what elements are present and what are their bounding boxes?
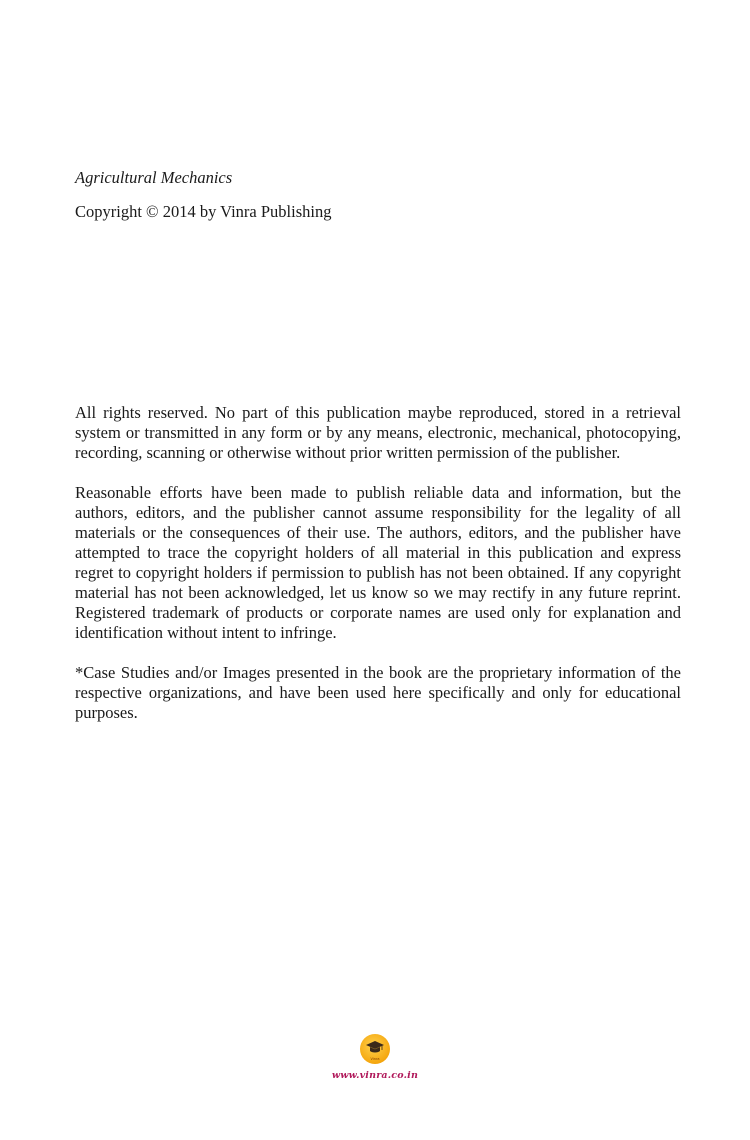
legal-text <box>75 403 681 743</box>
website-link[interactable]: www.vinra.co.in <box>331 1070 419 1081</box>
logo-text: Vinra <box>370 1057 380 1061</box>
disclaimer-paragraph: Reasonable efforts have been made to publish reliable data and information, but the authors, editors, and the publisher cannot assume responsibility for the legality of all materials or the consequences of their use. The authors, editors, and the publisher have attempted to trace the copyright holders of all material in this publication and express regret to copyright holders if permission to publish has not been obtained. If any copyright material has not been acknowledged, let us know so we may rectify in any future reprint. Registered trademark of products or corporate names are used only for explanation and identification without intent to infringe. <box>75 483 681 642</box>
graduation-cap-logo-icon <box>360 1034 390 1064</box>
publisher-footer <box>0 1034 750 1081</box>
book-title: Agricultural Mechanics <box>75 168 233 187</box>
case-studies-paragraph: *Case Studies and/or Images presented in the book are the proprietary information of the respective organizations, and have been used here specifically and only for educational purposes. <box>75 663 681 722</box>
copyright-notice: Copyright © 2014 by Vinra Publishing <box>75 202 332 221</box>
rights-reserved-paragraph: All rights reserved. No part of this publication maybe reproduced, stored in a retrieval system or transmitted in any form or by any means, electronic, mechanical, photocopying, recording, scanning or otherwise without prior written permission of the publisher. <box>75 403 681 462</box>
